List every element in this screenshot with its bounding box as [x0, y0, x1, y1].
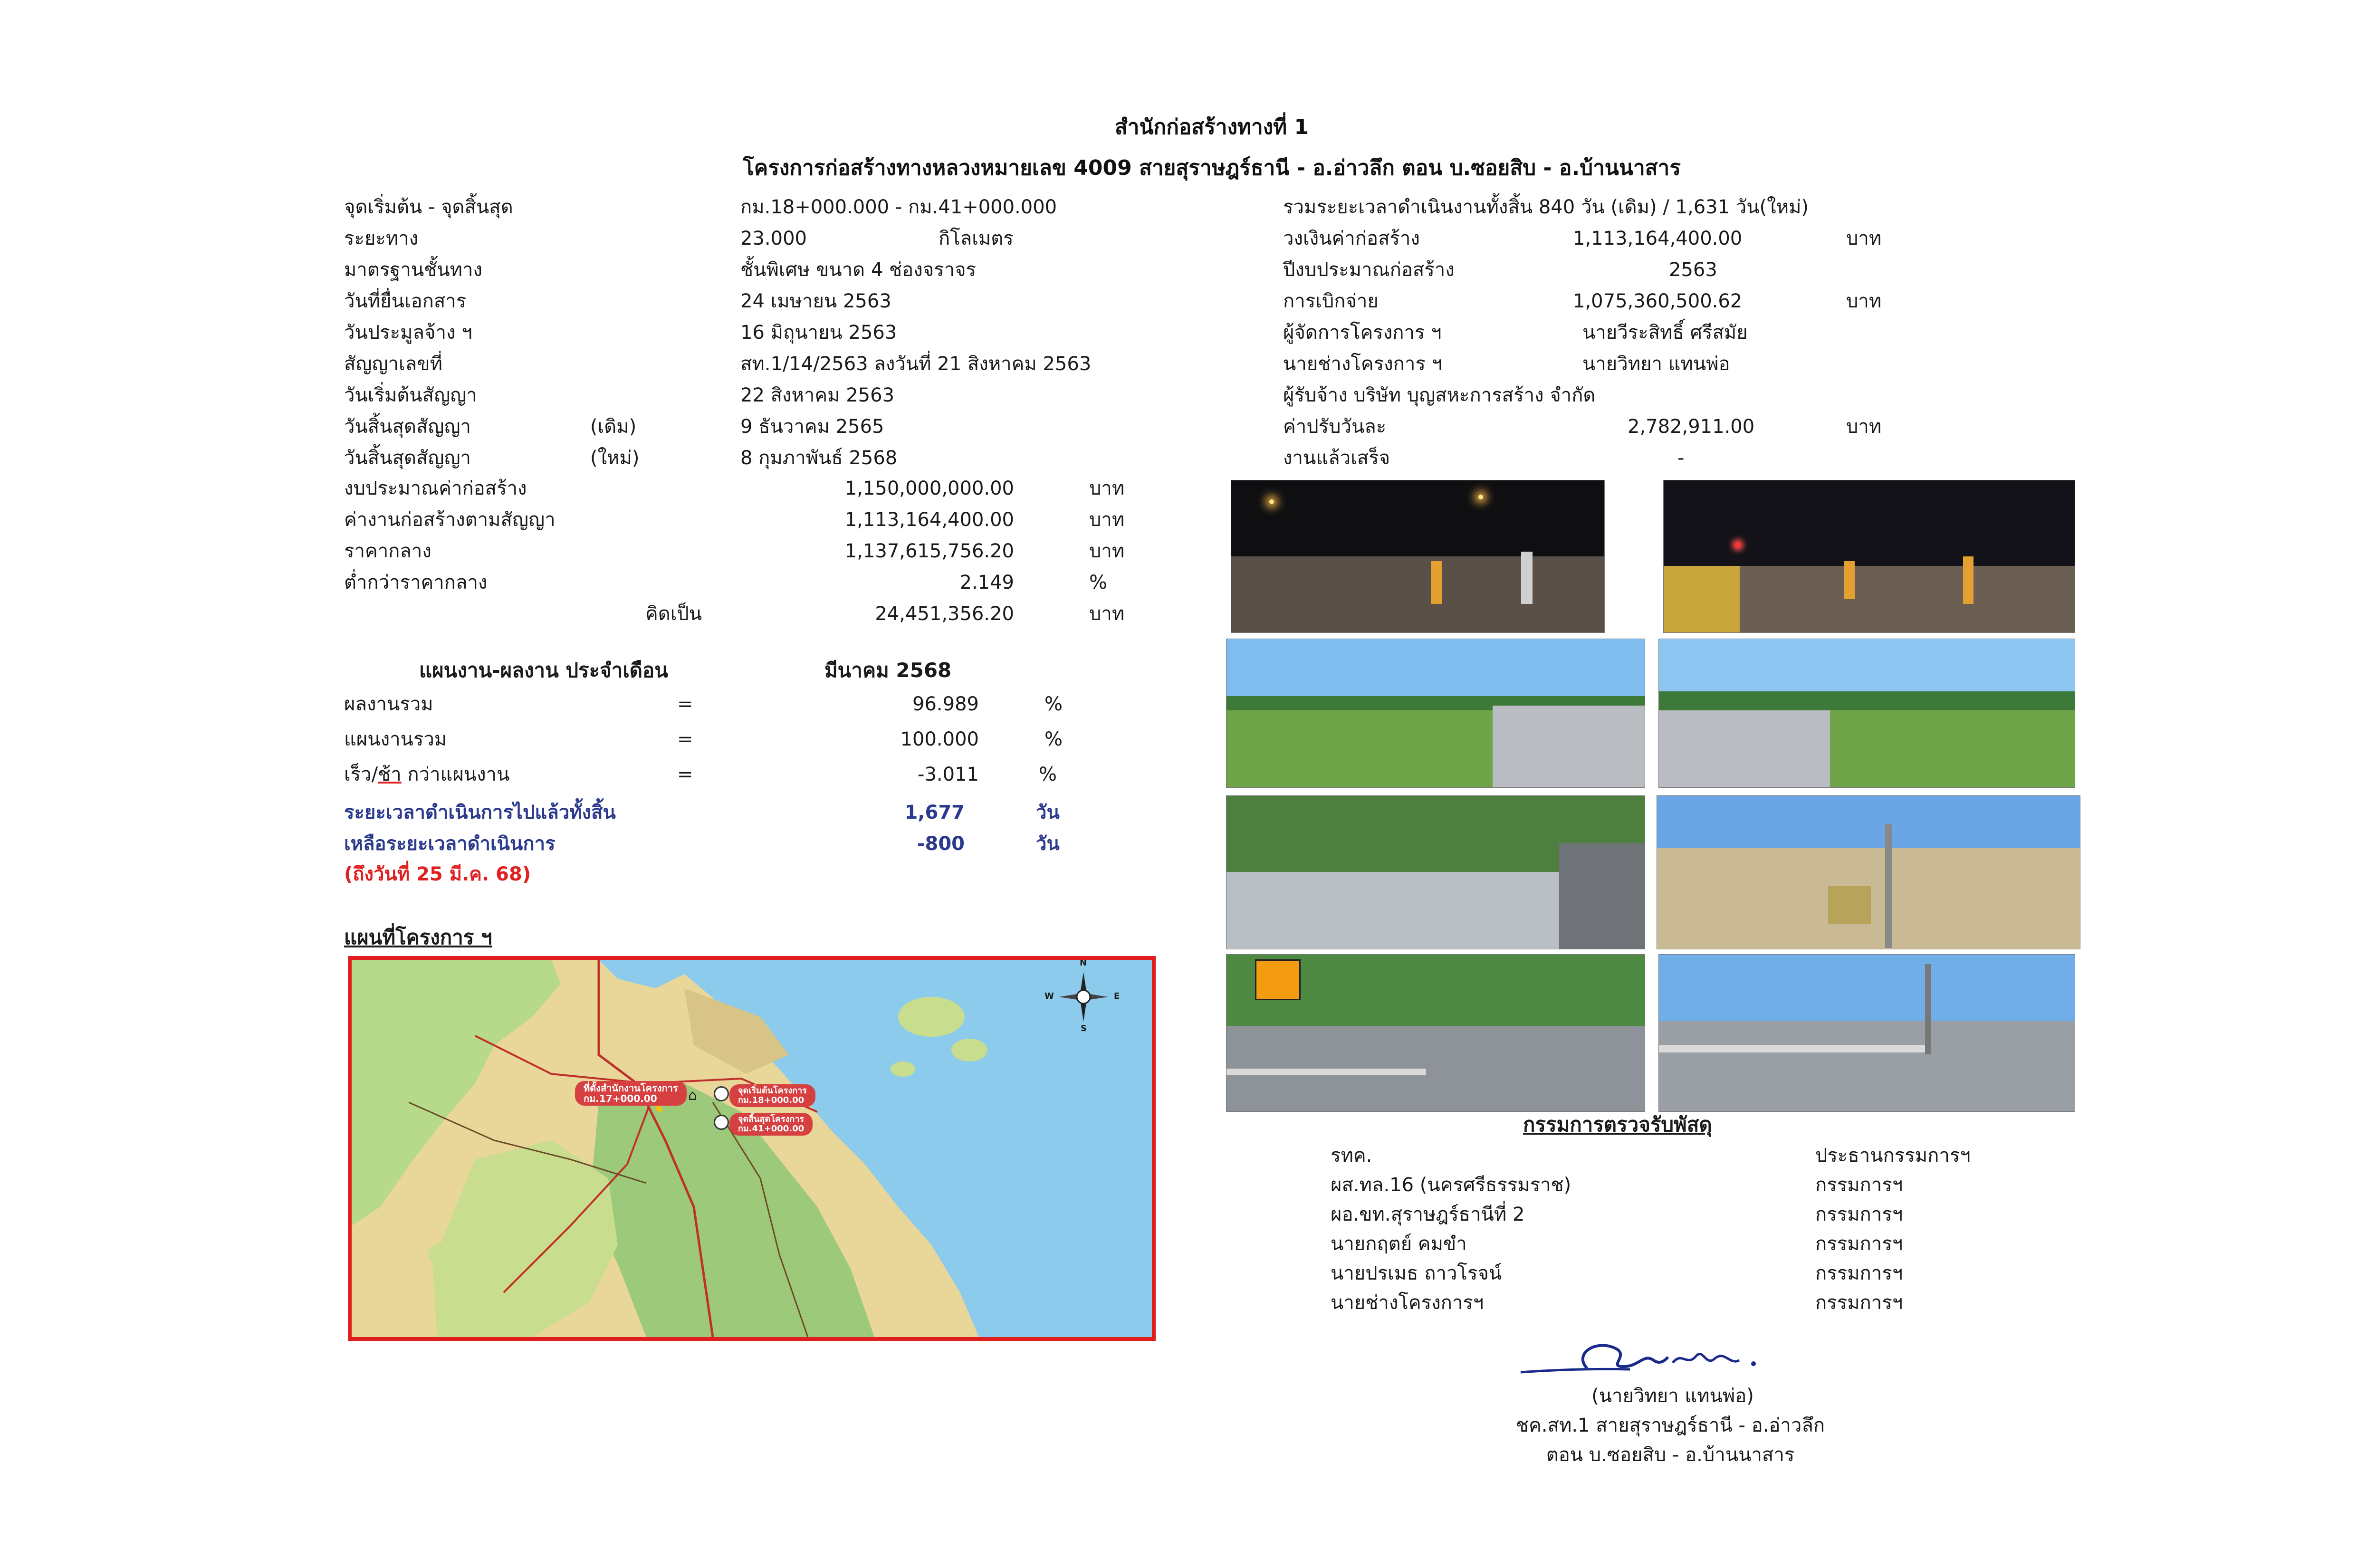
info-label: ผู้รับจ้าง บริษัท บุญสหะการสร้าง จำกัด [1283, 384, 1596, 406]
committee-member-role: กรรมการฯ [1815, 1174, 1903, 1196]
progress-value: -3.011 [918, 764, 979, 785]
map-label-text: จุดสิ้นสุดโครงการ [738, 1114, 805, 1124]
budget-value: 2.149 [959, 572, 1014, 593]
info-unit: บาท [1846, 416, 1882, 438]
info-value: 1,075,360,500.62 [1573, 290, 1743, 312]
budget-value: 24,451,356.20 [875, 603, 1014, 625]
compass-e: E [1114, 991, 1120, 1001]
committee-member-name: ผอ.ขท.สุราษฎร์ธานีที่ 2 [1331, 1204, 1525, 1225]
info-value: 1,113,164,400.00 [1573, 228, 1743, 249]
info-value: กม.18+000.000 - กม.41+000.000 [740, 196, 1057, 218]
info-label: วงเงินค่าก่อสร้าง [1283, 228, 1420, 249]
committee-member-name: นายช่างโครงการฯ [1331, 1292, 1484, 1314]
elapsed-value: 1,677 [904, 802, 965, 823]
site-photo-median-1 [1226, 639, 1645, 788]
info-label: ปีงบประมาณก่อสร้าง [1283, 259, 1455, 281]
budget-unit: % [1089, 572, 1108, 593]
progress-label: แผนงานรวม [344, 728, 447, 750]
progress-eq: = [677, 764, 693, 785]
info-value: 2563 [1669, 259, 1717, 281]
committee-member-role: ประธานกรรมการฯ [1815, 1145, 1971, 1166]
info-label: จุดเริ่มต้น - จุดสิ้นสุด [344, 196, 513, 218]
budget-unit: บาท [1089, 540, 1125, 562]
info-value: - [1677, 447, 1685, 469]
progress-title: แผนงาน-ผลงาน ประจำเดือน [419, 659, 668, 682]
map-label-km: กม.41+000.00 [738, 1123, 805, 1134]
info-value: 16 มิถุนายน 2563 [740, 322, 897, 344]
site-photo-sidewalk-2 [1657, 795, 2080, 949]
map-title: แผนที่โครงการ ฯ [344, 926, 492, 949]
progress-value: 96.989 [912, 693, 979, 715]
info-label: วันสิ้นสุดสัญญา [344, 447, 471, 469]
committee-member-role: กรรมการฯ [1815, 1233, 1903, 1255]
site-photo-night-2 [1663, 480, 2075, 633]
info-value: 22 สิงหาคม 2563 [740, 384, 895, 406]
map-label-start [729, 1084, 815, 1107]
info-label: วันที่ยื่นเอกสาร [344, 290, 467, 312]
info-unit: บาท [1846, 290, 1882, 312]
progress-unit: % [1039, 764, 1057, 785]
info-label: มาตรฐานชั้นทาง [344, 259, 483, 281]
info-label: ผู้จัดการโครงการ ฯ [1283, 322, 1442, 344]
info-value: นายวีระสิทธิ์ ศรีสมัย [1582, 322, 1748, 344]
committee-member-name: ผส.ทล.16 (นครศรีธรรมราช) [1331, 1174, 1571, 1196]
info-value: 8 กุมภาพันธ์ 2568 [740, 447, 898, 469]
progress-label-part: กว่าแผนงาน [401, 764, 510, 785]
map-label-office [575, 1081, 687, 1106]
budget-value: 1,137,615,756.20 [844, 540, 1014, 562]
committee-member-name: นายกฤตย์ คมขำ [1331, 1233, 1467, 1255]
committee-member-name: นายปรเมธ ถาวโรจน์ [1331, 1262, 1502, 1284]
budget-label: ราคากลาง [344, 540, 431, 562]
info-value: 2,782,911.00 [1628, 416, 1755, 438]
signature-position-2: ตอน บ.ซอยสิบ - อ.บ้านนาสาร [1546, 1444, 1795, 1466]
progress-label [344, 765, 509, 784]
map-label-text: ที่ตั้งสำนักงานโครงการ [584, 1082, 678, 1094]
committee-member-role: กรรมการฯ [1815, 1292, 1903, 1314]
info-label: งานแล้วเสร็จ [1283, 447, 1390, 469]
as-of-date: (ถึงวันที่ 25 มี.ค. 68) [344, 863, 531, 885]
site-photo-sidewalk-1 [1226, 795, 1645, 949]
progress-eq: = [677, 693, 693, 715]
compass-w: W [1044, 991, 1054, 1001]
info-label: รวมระยะเวลาดำเนินงานทั้งสิ้น 840 วัน (เดิม) / 1,631 วัน(ใหม่) [1283, 196, 1809, 218]
map-label-km: กม.17+000.00 [584, 1093, 657, 1104]
info-value: นายวิทยา แทนพ่อ [1582, 353, 1730, 375]
info-label: วันสิ้นสุดสัญญา [344, 416, 471, 438]
remaining-label: เหลือระยะเวลาดำเนินการ [344, 833, 556, 855]
progress-label-part: เร็ว/ [344, 764, 378, 785]
committee-title: กรรมการตรวจรับพัสดุ [1523, 1113, 1712, 1136]
end-pin-icon [714, 1115, 729, 1130]
budget-value: 1,150,000,000.00 [844, 478, 1014, 499]
compass-n: N [1080, 958, 1087, 968]
budget-unit: บาท [1089, 509, 1125, 531]
info-note: (ใหม่) [590, 447, 640, 469]
committee-member-role: กรรมการฯ [1815, 1204, 1903, 1225]
info-unit: บาท [1846, 228, 1882, 249]
progress-unit: % [1044, 693, 1063, 715]
budget-label: ต่ำกว่าราคากลาง [344, 572, 488, 593]
progress-eq: = [677, 728, 693, 750]
remaining-unit: วัน [1036, 833, 1060, 855]
office-title: สำนักก่อสร้างทางที่ 1 [1114, 115, 1309, 139]
info-value: 23.000 [740, 228, 807, 249]
site-photo-guardrail-1 [1226, 954, 1645, 1112]
signature-image [1516, 1334, 1782, 1384]
info-value: 9 ธันวาคม 2565 [740, 416, 884, 438]
info-unit: กิโลเมตร [939, 228, 1014, 249]
signature-position-1: ชค.สท.1 สายสุราษฎร์ธานี - อ.อ่าวลึก [1515, 1415, 1825, 1436]
info-note: (เดิม) [590, 416, 637, 438]
budget-label: คิดเป็น [645, 603, 702, 625]
start-pin-icon [714, 1086, 729, 1101]
budget-unit: บาท [1089, 478, 1125, 499]
progress-unit: % [1044, 728, 1063, 750]
progress-value: 100.000 [900, 728, 979, 750]
info-label: วันเริ่มต้นสัญญา [344, 384, 477, 406]
site-photo-night-1 [1231, 480, 1605, 633]
site-photo-guardrail-2 [1658, 954, 2075, 1112]
site-photo-median-2 [1658, 639, 2075, 788]
info-value: สท.1/14/2563 ลงวันที่ 21 สิงหาคม 2563 [740, 353, 1092, 375]
info-label: ค่าปรับวันละ [1283, 416, 1387, 438]
map-label-km: กม.18+000.00 [738, 1095, 805, 1105]
budget-value: 1,113,164,400.00 [844, 509, 1014, 531]
committee-member-role: กรรมการฯ [1815, 1262, 1903, 1284]
budget-label: งบประมาณค่าก่อสร้าง [344, 478, 527, 499]
info-label: ระยะทาง [344, 228, 419, 249]
progress-label: ผลงานรวม [344, 693, 433, 715]
project-map [348, 956, 1156, 1341]
compass-s: S [1081, 1023, 1087, 1033]
elapsed-label: ระยะเวลาดำเนินการไปแล้วทั้งสิ้น [344, 802, 616, 823]
warning-sign-icon [1255, 959, 1301, 1000]
map-label-text: จุดเริ่มต้นโครงการ [738, 1086, 807, 1096]
info-label: นายช่างโครงการ ฯ [1283, 353, 1442, 375]
compass-icon [1044, 958, 1120, 1033]
project-title: โครงการก่อสร้างทางหลวงหมายเลข 4009 สายสุราษฎร์ธานี - อ.อ่าวลึก ตอน บ.ซอยสิบ - อ.บ้านนาสาร [743, 156, 1681, 180]
info-label: สัญญาเลขที่ [344, 353, 442, 375]
info-value: ชั้นพิเศษ ขนาด 4 ช่องจราจร [740, 259, 977, 281]
progress-month: มีนาคม 2568 [824, 659, 952, 682]
progress-label-part: ช้า [378, 764, 402, 785]
committee-member-name: รทค. [1331, 1145, 1372, 1166]
budget-label: ค่างานก่อสร้างตามสัญญา [344, 509, 556, 531]
remaining-value: -800 [917, 833, 965, 855]
budget-unit: บาท [1089, 603, 1125, 625]
signature-name: (นายวิทยา แทนพ่อ) [1591, 1385, 1754, 1407]
map-label-end [729, 1113, 813, 1136]
info-label: วันประมูลจ้าง ฯ [344, 322, 472, 344]
info-value: 24 เมษายน 2563 [740, 290, 891, 312]
info-label: การเบิกจ่าย [1283, 290, 1379, 312]
home-icon: ⌂ [688, 1087, 698, 1104]
map-graphic [352, 960, 1152, 1337]
elapsed-unit: วัน [1036, 802, 1060, 823]
